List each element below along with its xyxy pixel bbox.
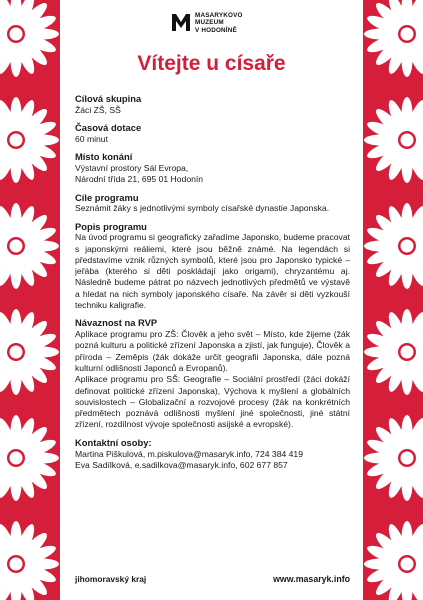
website-link[interactable]: www.masaryk.info xyxy=(273,574,350,584)
chrysanthemum-icon xyxy=(0,309,59,395)
right-decor-stripe xyxy=(363,0,423,600)
section-contacts xyxy=(75,437,350,471)
chrysanthemum-icon xyxy=(364,0,423,77)
section-heading: Cíle programu xyxy=(75,191,139,203)
section-goals xyxy=(75,192,350,215)
section-text: Seznámit žáky s jednotlivými symboly císařské dynastie Japonska. xyxy=(75,203,330,214)
museum-logo xyxy=(171,12,243,34)
section-text: 60 minut xyxy=(75,133,108,144)
museum-logo-icon xyxy=(171,12,191,32)
section-place xyxy=(75,151,350,185)
section-heading: Místo konání xyxy=(75,151,133,163)
section-heading: Popis programu xyxy=(75,220,147,232)
left-decor-stripe xyxy=(0,0,60,600)
chrysanthemum-icon xyxy=(0,203,59,289)
museum-name-line: MUZEUM xyxy=(195,19,224,27)
chrysanthemum-icon xyxy=(364,97,423,183)
section-description xyxy=(75,221,350,312)
section-target-group xyxy=(75,93,350,116)
section-text: Výstavní prostory Sál Evropa, xyxy=(75,162,189,173)
museum-name xyxy=(195,12,243,34)
section-rvp xyxy=(75,317,350,430)
contact-line: Martina Piškulová, m.piskulova@masaryk.info, 724 384 419 xyxy=(75,448,303,459)
museum-name-line: V HODONÍNĚ xyxy=(195,26,237,34)
program-content xyxy=(75,93,350,477)
contact-line: Eva Sadílková, e.sadilkova@masaryk.info, 602 677 857 xyxy=(75,459,288,470)
chrysanthemum-pattern xyxy=(363,0,423,600)
section-text: Aplikace programu pro SŠ: Geografie – Sociální prostředí (žáci dokáží definovat politické zřízení Japonska), Výchova k myšlení a globálních souvislostech – Globalizační a rozvojové procesy (žák na konkrétních předmětech poznává odlišnosti myšlení jiné společnosti, jiné státní zřízení, rozdílnost vývoje společnosti asijské a evropské). xyxy=(75,374,350,430)
section-text: Aplikace programu pro ZŠ: Člověk a jeho svět – Místo, kde žijeme (žák pozná kulturu a politické zřízení Japonska a zjistí, jak funguje), Člověk a příroda – Zeměpis (žák dokáže určit geografii Japonska, dále pozná kulturní odlišnosti Japonců a Evropanů). xyxy=(75,329,350,373)
chrysanthemum-icon xyxy=(364,415,423,501)
section-heading: Kontaktní osoby: xyxy=(75,436,152,448)
region-logo-text: jihomoravský kraj xyxy=(75,574,147,584)
chrysanthemum-icon xyxy=(364,521,423,600)
chrysanthemum-icon xyxy=(0,415,59,501)
section-time xyxy=(75,122,350,145)
chrysanthemum-pattern xyxy=(0,0,60,600)
page-title: Vítejte u císaře xyxy=(137,52,286,75)
section-heading: Návaznost na RVP xyxy=(75,317,158,329)
chrysanthemum-icon xyxy=(0,0,59,77)
section-text: Národní třída 21, 695 01 Hodonín xyxy=(75,174,204,185)
section-text: Žáci ZŠ, SŠ xyxy=(75,104,121,115)
museum-name-line: MASARYKOVO xyxy=(195,12,243,19)
section-text: Na úvod programu si geograficky zařadíme Japonsko, budeme pracovat s japonskými reáliemi, které jsou běžně známé. Na legendách si představíme vznik různých symbolů, které jsou pro Japonsko typické – jeřába (kterého si děti poskládají jako origami), chryzantému aj. Následně budeme pátrat po názvech jednotlivých předmětů ve výstavě a hledat na nich symboly japonského císaře. Na závěr si děti vyzkouší techniku kaligrafie. xyxy=(75,232,350,310)
section-heading: Cílová skupina xyxy=(75,93,142,104)
chrysanthemum-icon xyxy=(0,97,59,183)
chrysanthemum-icon xyxy=(0,521,59,600)
section-heading: Časová dotace xyxy=(75,122,142,134)
chrysanthemum-icon xyxy=(364,203,423,289)
chrysanthemum-icon xyxy=(364,309,423,395)
